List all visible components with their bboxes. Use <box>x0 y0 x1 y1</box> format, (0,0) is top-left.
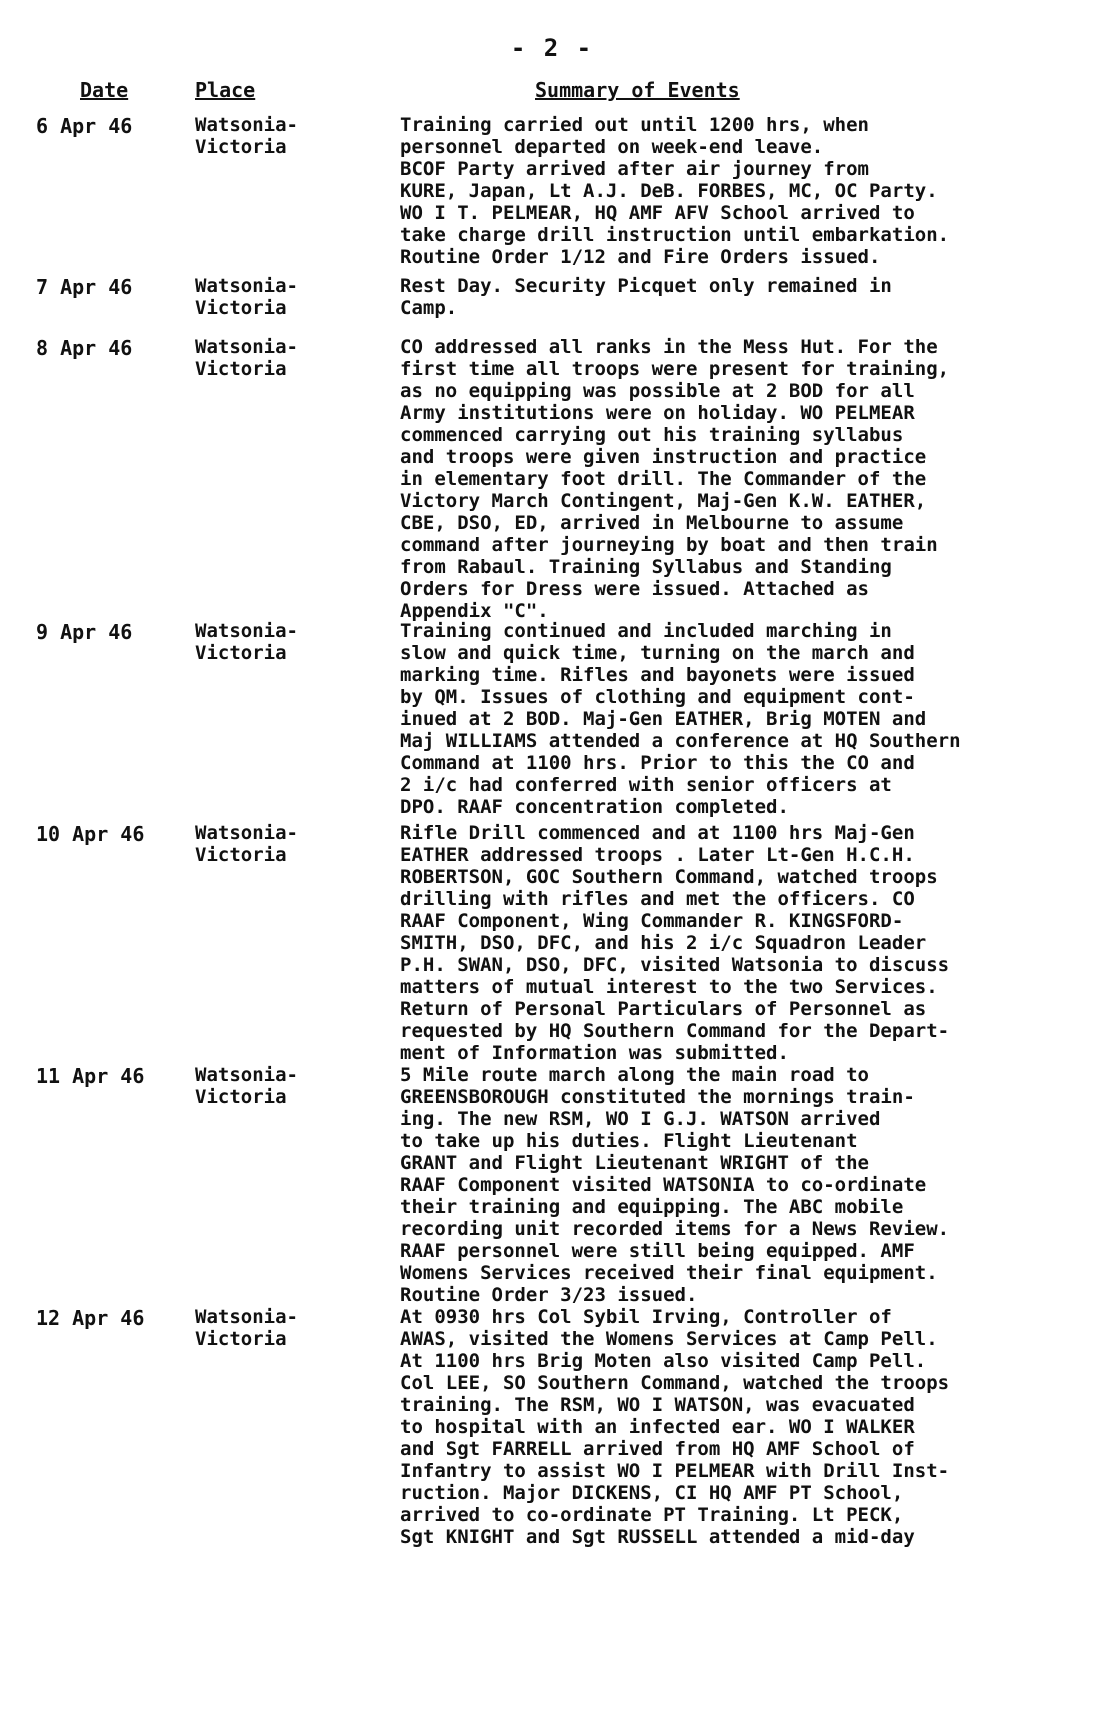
entry-summary-line: by QM. Issues of clothing and equipment cont- <box>400 686 915 708</box>
entry-place-line: Victoria <box>195 642 287 664</box>
entry-summary-line: first time all troops were present for training, <box>400 358 950 380</box>
entry-summary-line: AWAS, visited the Womens Services at Camp Pell. <box>400 1328 938 1350</box>
entry-summary-line: recording unit recorded items for a News Review. <box>400 1218 950 1240</box>
entry-date: 10 Apr 46 <box>36 822 145 846</box>
entry-place-line: Watsonia- <box>195 822 298 844</box>
entry-summary-line: CBE, DSO, ED, arrived in Melbourne to assume <box>400 512 904 534</box>
entry-summary-line: Appendix "C". <box>400 600 549 622</box>
entry-summary-line: Training carried out until 1200 hrs, when <box>400 114 869 136</box>
entry-summary-line: commenced carrying out his training syllabus <box>400 424 904 446</box>
entry-summary-line: At 1100 hrs Brig Moten also visited Camp Pell. <box>400 1350 927 1372</box>
header-date: Date <box>80 78 129 102</box>
entry-summary-line: drilling with rifles and met the officers. CO <box>400 888 915 910</box>
entry-summary-line: Camp. <box>400 297 458 319</box>
header-summary: Summary of Events <box>535 78 740 102</box>
entry-summary-line: training. The RSM, WO I WATSON, was evacuated <box>400 1394 915 1416</box>
entry-summary-line: requested by HQ Southern Command for the Depart- <box>400 1020 950 1042</box>
page-number: - 2 - <box>510 34 594 62</box>
entry-summary-line: in elementary foot drill. The Commander of the <box>400 468 927 490</box>
entry-summary-line: Sgt KNIGHT and Sgt RUSSELL attended a mid-day <box>400 1526 915 1548</box>
entry-place-line: Victoria <box>195 1086 287 1108</box>
entry-place-line: Victoria <box>195 844 287 866</box>
entry-summary-line: Maj WILLIAMS attended a conference at HQ Southern <box>400 730 961 752</box>
entry-summary-line: their training and equipping. The ABC mobile <box>400 1196 904 1218</box>
entry-summary-line: 2 i/c had conferred with senior officers at <box>400 774 892 796</box>
entry-summary-line: Routine Order 1/12 and Fire Orders issued. <box>400 246 881 268</box>
header-place: Place <box>195 78 256 102</box>
entry-summary-line: from Rabaul. Training Syllabus and Standing <box>400 556 892 578</box>
entry-summary-line: to take up his duties. Flight Lieutenant <box>400 1130 858 1152</box>
entry-summary-line: RAAF Component, Wing Commander R. KINGSFORD- <box>400 910 904 932</box>
entry-summary <box>400 822 1060 1064</box>
entry-place-line: Watsonia- <box>195 1064 298 1086</box>
entry-place-line: Watsonia- <box>195 114 298 136</box>
entry-summary-line: Rest Day. Security Picquet only remained in <box>400 275 892 297</box>
entry-summary-line: GRANT and Flight Lieutenant WRIGHT of the <box>400 1152 869 1174</box>
entry-summary-line: marking time. Rifles and bayonets were issued <box>400 664 915 686</box>
entry-summary-line: slow and quick time, turning on the march and <box>400 642 915 664</box>
entry-summary-line: Col LEE, SO Southern Command, watched the troops <box>400 1372 950 1394</box>
entry-place-line: Victoria <box>195 1328 287 1350</box>
entry-summary-line: At 0930 hrs Col Sybil Irving, Controller of <box>400 1306 892 1328</box>
entry-summary-line: Infantry to assist WO I PELMEAR with Drill Inst- <box>400 1460 950 1482</box>
entry-summary-line: RAAF personnel were still being equipped. AMF <box>400 1240 915 1262</box>
entry-summary-line: WO I T. PELMEAR, HQ AMF AFV School arrived to <box>400 202 915 224</box>
entry-summary-line: ment of Information was submitted. <box>400 1042 789 1064</box>
entry-summary <box>400 1306 1060 1548</box>
entry-summary-line: Orders for Dress were issued. Attached as <box>400 578 869 600</box>
entry-summary-line: Rifle Drill commenced and at 1100 hrs Maj-Gen <box>400 822 915 844</box>
entry-place-line: Victoria <box>195 358 287 380</box>
entry-place <box>195 336 298 380</box>
entry-date: 6 Apr 46 <box>36 114 133 138</box>
entry-place <box>195 822 298 866</box>
entry-place-line: Watsonia- <box>195 620 298 642</box>
entry-summary-line: arrived to co-ordinate PT Training. Lt PECK, <box>400 1504 904 1526</box>
entry-summary-line: Victory March Contingent, Maj-Gen K.W. EATHER, <box>400 490 927 512</box>
entry-summary-line: ROBERTSON, GOC Southern Command, watched troops <box>400 866 938 888</box>
entry-summary-line: P.H. SWAN, DSO, DFC, visited Watsonia to discuss <box>400 954 950 976</box>
entry-place-line: Victoria <box>195 297 287 319</box>
entry-summary <box>400 275 1060 319</box>
entry-date: 11 Apr 46 <box>36 1064 145 1088</box>
entry-summary-line: as no equipping was possible at 2 BOD for all <box>400 380 915 402</box>
entry-place-line: Watsonia- <box>195 275 298 297</box>
entry-place <box>195 1064 298 1108</box>
entry-date: 12 Apr 46 <box>36 1306 145 1330</box>
entry-summary-line: matters of mutual interest to the two Services. <box>400 976 938 998</box>
entry-summary-line: inued at 2 BOD. Maj-Gen EATHER, Brig MOTEN and <box>400 708 927 730</box>
entry-summary <box>400 336 1060 622</box>
entry-place <box>195 1306 298 1350</box>
entry-summary-line: EATHER addressed troops . Later Lt-Gen H.C.H. <box>400 844 915 866</box>
entry-date: 8 Apr 46 <box>36 336 133 360</box>
entry-summary-line: command after journeying by boat and then train <box>400 534 938 556</box>
entry-summary-line: 5 Mile route march along the main road to <box>400 1064 869 1086</box>
entry-place-line: Watsonia- <box>195 1306 298 1328</box>
entry-summary-line: personnel departed on week-end leave. <box>400 136 824 158</box>
entry-summary <box>400 1064 1060 1306</box>
entry-summary-line: and troops were given instruction and practice <box>400 446 927 468</box>
column-headers <box>0 78 1104 108</box>
entry-summary-line: take charge drill instruction until embarkation. <box>400 224 950 246</box>
entry-place-line: Watsonia- <box>195 336 298 358</box>
entry-summary-line: BCOF Party arrived after air journey from <box>400 158 869 180</box>
entry-summary-line: Training continued and included marching in <box>400 620 892 642</box>
entry-place <box>195 114 298 158</box>
entry-summary <box>400 114 1060 268</box>
entry-summary-line: KURE, Japan, Lt A.J. DeB. FORBES, MC, OC Party. <box>400 180 938 202</box>
entry-summary-line: to hospital with an infected ear. WO I WALKER <box>400 1416 915 1438</box>
entry-place <box>195 620 298 664</box>
entry-summary-line: RAAF Component visited WATSONIA to co-ordinate <box>400 1174 927 1196</box>
entry-date: 7 Apr 46 <box>36 275 133 299</box>
entry-summary-line: Command at 1100 hrs. Prior to this the CO and <box>400 752 915 774</box>
entry-summary-line: and Sgt FARRELL arrived from HQ AMF School of <box>400 1438 915 1460</box>
entry-summary-line: DPO. RAAF concentration completed. <box>400 796 789 818</box>
entry-summary-line: Army institutions were on holiday. WO PELMEAR <box>400 402 915 424</box>
entry-summary-line: ruction. Major DICKENS, CI HQ AMF PT School, <box>400 1482 904 1504</box>
entry-summary-line: CO addressed all ranks in the Mess Hut. For the <box>400 336 938 358</box>
entry-summary-line: Return of Personal Particulars of Personnel as <box>400 998 927 1020</box>
entry-summary-line: Womens Services received their final equipment. <box>400 1262 938 1284</box>
entry-summary-line: GREENSBOROUGH constituted the mornings train- <box>400 1086 915 1108</box>
entry-place-line: Victoria <box>195 136 287 158</box>
entry-summary-line: SMITH, DSO, DFC, and his 2 i/c Squadron Leader <box>400 932 927 954</box>
entry-date: 9 Apr 46 <box>36 620 133 644</box>
entry-summary-line: Routine Order 3/23 issued. <box>400 1284 698 1306</box>
entry-summary-line: ing. The new RSM, WO I G.J. WATSON arrived <box>400 1108 881 1130</box>
entry-summary <box>400 620 1060 818</box>
entry-place <box>195 275 298 319</box>
